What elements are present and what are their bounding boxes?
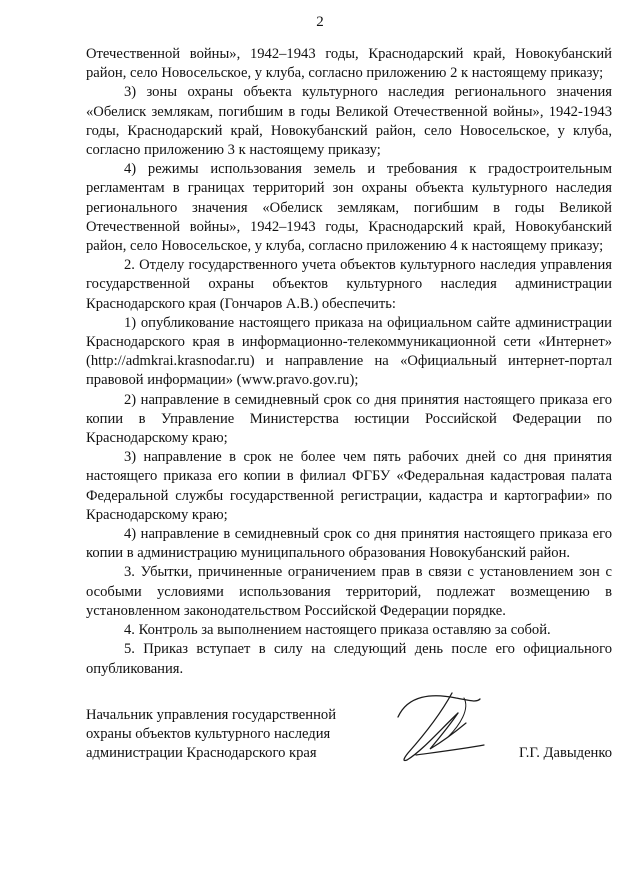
- signer-position-line: охраны объектов культурного наследия: [86, 726, 331, 743]
- signer-name: Г.Г. Давыденко: [518, 745, 612, 761]
- page-number: 2: [316, 14, 324, 30]
- paragraph-item-4-land-use-regimes: 4) режимы использования земель и требования к градостроительным регламентам в границах территорий зон охраны объекта культурного наследия регионального значения «Обелиск землякам, погибшим в годы Великой Отечественной войны», 1942–1943 годы, Краснодарский край, Новокубанский район, село Новосельское, у клуба, согласно приложению 4 к настоящему приказу;: [86, 161, 612, 255]
- signer-position: [86, 706, 336, 764]
- paragraph-item-2-justice-ministry: 2) направление в семидневный срок со дня принятия настоящего приказа его копии в Управление Министерства юстиции Российской Федерации по Краснодарскому краю;: [86, 391, 612, 447]
- paragraph-item-3-protection-zones: 3) зоны охраны объекта культурного наследия регионального значения «Обелиск землякам, погибшим в годы Великой Отечественной войны», 1942-1943 годы, Краснодарский край, Новокубанский район, село Новосельское, у клуба, согласно приложению 3 к настоящему приказу;: [86, 84, 612, 159]
- paragraph-item-3-cadastral-chamber: 3) направление в срок не более чем пять рабочих дней со дня принятия настоящего приказа его копии в филиал ФГБУ «Федеральная кадастровая палата Федеральной службы государственной регистрации, кадастра и картографии» по Краснодарскому краю;: [86, 449, 612, 523]
- paragraph-continuation: Отечественной войны», 1942–1943 годы, Краснодарский край, Новокубанский район, село Новосельское, у клуба, согласно приложению 2 к настоящему приказу;: [86, 46, 612, 82]
- document-body: [86, 45, 612, 679]
- paragraph-item-4-municipal-administration: 4) направление в семидневный срок со дня принятия настоящего приказа его копии в администрацию муниципального образования Новокубанский район.: [86, 526, 612, 562]
- paragraph-item-1-publication: 1) опубликование настоящего приказа на официальном сайте администрации Краснодарского края в информационно-телекоммуникационной сети «Интернет» (http://admkrai.krasnodar.ru) и направление на «Официальный интернет-портал правовой информации» (www.pravo.gov.ru);: [86, 314, 612, 389]
- signature-block: [86, 703, 612, 783]
- paragraph-section-3-losses: 3. Убытки, причиненные ограничением прав в связи с установлением зон с особыми условиями использования территорий, подлежат возмещению в установленном законодательством Российской Федерации порядке.: [86, 564, 612, 619]
- paragraph-section-2: 2. Отделу государственного учета объектов культурного наследия управления государственной охраны объектов культурного наследия администрации Краснодарского края (Гончаров А.В.) обеспечить:: [86, 257, 612, 312]
- signer-position-line: администрации Краснодарского края: [86, 745, 317, 762]
- signer-position-line: Начальник управления государственной: [86, 707, 337, 723]
- handwritten-signature: [386, 689, 486, 769]
- paragraph-section-4-control: 4. Контроль за выполнением настоящего приказа оставляю за собой.: [124, 622, 551, 639]
- paragraph-section-5-entry-into-force: 5. Приказ вступает в силу на следующий день после его официального опубликования.: [86, 641, 612, 677]
